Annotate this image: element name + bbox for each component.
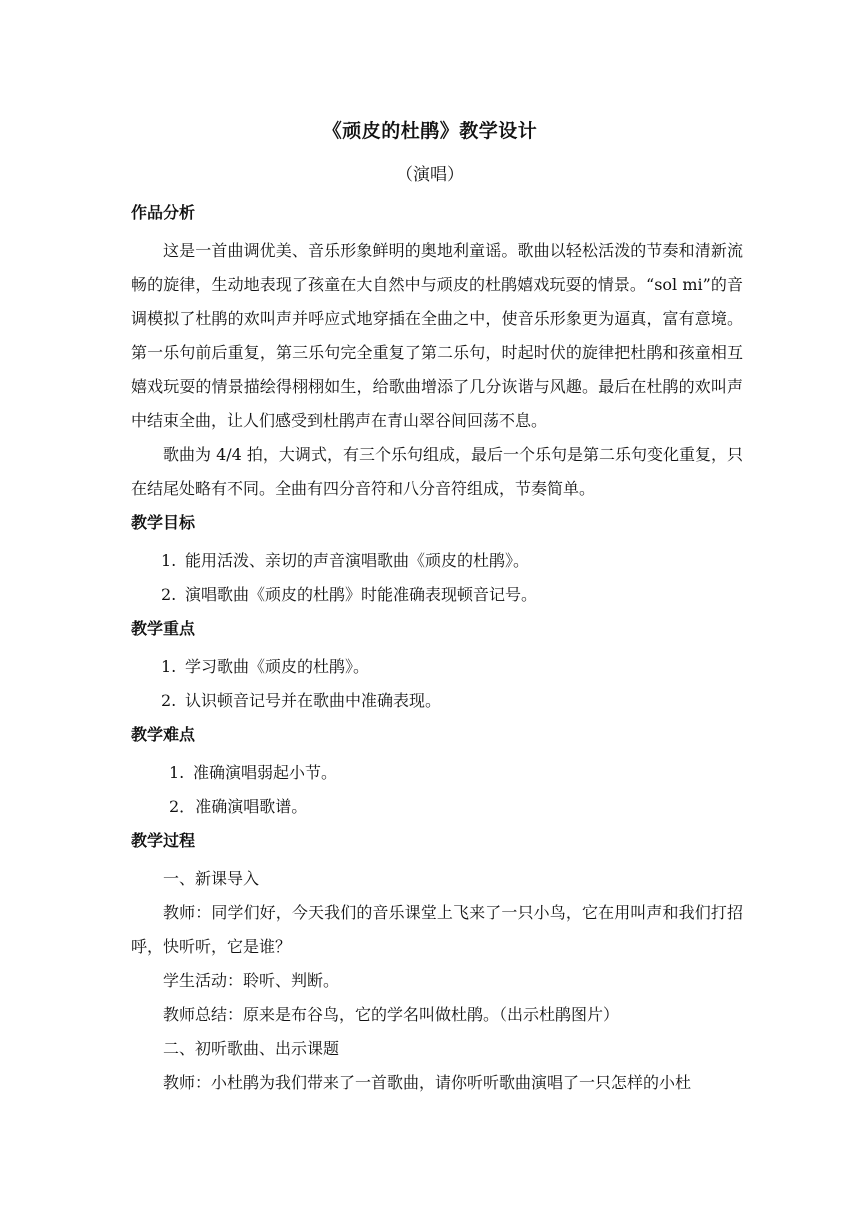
student-activity-line: 学生活动：聆听、判断。 xyxy=(163,971,340,990)
difficulty-text: 准确演唱弱起小节。 xyxy=(193,763,338,782)
goal-item-number: 2. xyxy=(161,585,177,604)
difficulty-number: 1. xyxy=(169,763,185,782)
goal-item-text: 演唱歌曲《顽皮的杜鹃》时能准确表现顿音记号。 xyxy=(185,585,538,604)
process-step-2: 二、初听歌曲、出示课题 xyxy=(163,1039,340,1058)
key-point-text: 学习歌曲《顽皮的杜鹃》。 xyxy=(185,657,370,676)
difficulty-number: 2． xyxy=(169,797,196,816)
section-heading-process: 教学过程 xyxy=(131,831,196,850)
key-point-item xyxy=(131,650,743,684)
analysis-paragraph-1: 这是一首曲调优美、音乐形象鲜明的奥地利童谣。歌曲以轻松活泼的节奏和清新流畅的旋律，生动地表现了孩童在大自然中与顽皮的杜鹃嬉戏玩耍的情景。“sol mi”的音调模拟了杜鹃的欢叫声并呼应式地穿插在全曲之中，使音乐形象更为逼真，富有意境。第一乐句前后重复，第三乐句完全重复了第二乐句，时起时伏的旋律把杜鹃和孩童相互嬉戏玩耍的情景描绘得栩栩如生，给歌曲增添了几分诙谐与风趣。最后在杜鹃的欢叫声中结束全曲，让人们感受到杜鹃声在青山翠谷间回荡不息。 xyxy=(131,241,743,430)
key-point-text: 认识顿音记号并在歌曲中准确表现。 xyxy=(185,691,442,710)
difficulty-item xyxy=(131,756,743,790)
section-heading-difficulties: 教学难点 xyxy=(131,725,196,744)
section-heading-analysis: 作品分析 xyxy=(131,203,196,222)
difficulty-item xyxy=(131,790,743,824)
teacher-summary-line: 教师总结：原来是布谷鸟，它的学名叫做杜鹃。（出示杜鹃图片） xyxy=(163,1005,620,1024)
section-heading-key-points: 教学重点 xyxy=(131,619,196,638)
analysis-paragraph-2: 歌曲为 4/4 拍，大调式，有三个乐句组成，最后一个乐句是第二乐句变化重复，只在结尾处略有不同。全曲有四分音符和八分音符组成，节奏简单。 xyxy=(131,445,743,498)
key-point-number: 1. xyxy=(161,657,177,676)
goal-item xyxy=(131,544,743,578)
teacher-line-1: 教师：同学们好，今天我们的音乐课堂上飞来了一只小鸟，它在用叫声和我们打招呼，快听听，它是谁？ xyxy=(131,903,743,956)
key-point-item xyxy=(131,684,743,718)
document-title: 《顽皮的杜鹃》教学设计 xyxy=(322,120,538,142)
teacher-line-2: 教师：小杜鹃为我们带来了一首歌曲，请你听听歌曲演唱了一只怎样的小杜 xyxy=(163,1073,692,1092)
document-subtitle: （演唱） xyxy=(396,165,464,185)
document-body xyxy=(131,200,743,1100)
goal-item xyxy=(131,578,743,612)
key-point-number: 2. xyxy=(161,691,177,710)
goal-item-number: 1. xyxy=(161,551,177,570)
difficulty-text: 准确演唱歌谱。 xyxy=(195,797,308,816)
section-heading-goals: 教学目标 xyxy=(131,513,196,532)
goal-item-text: 能用活泼、亲切的声音演唱歌曲《顽皮的杜鹃》。 xyxy=(185,551,530,570)
process-step-1: 一、新课导入 xyxy=(163,869,260,888)
